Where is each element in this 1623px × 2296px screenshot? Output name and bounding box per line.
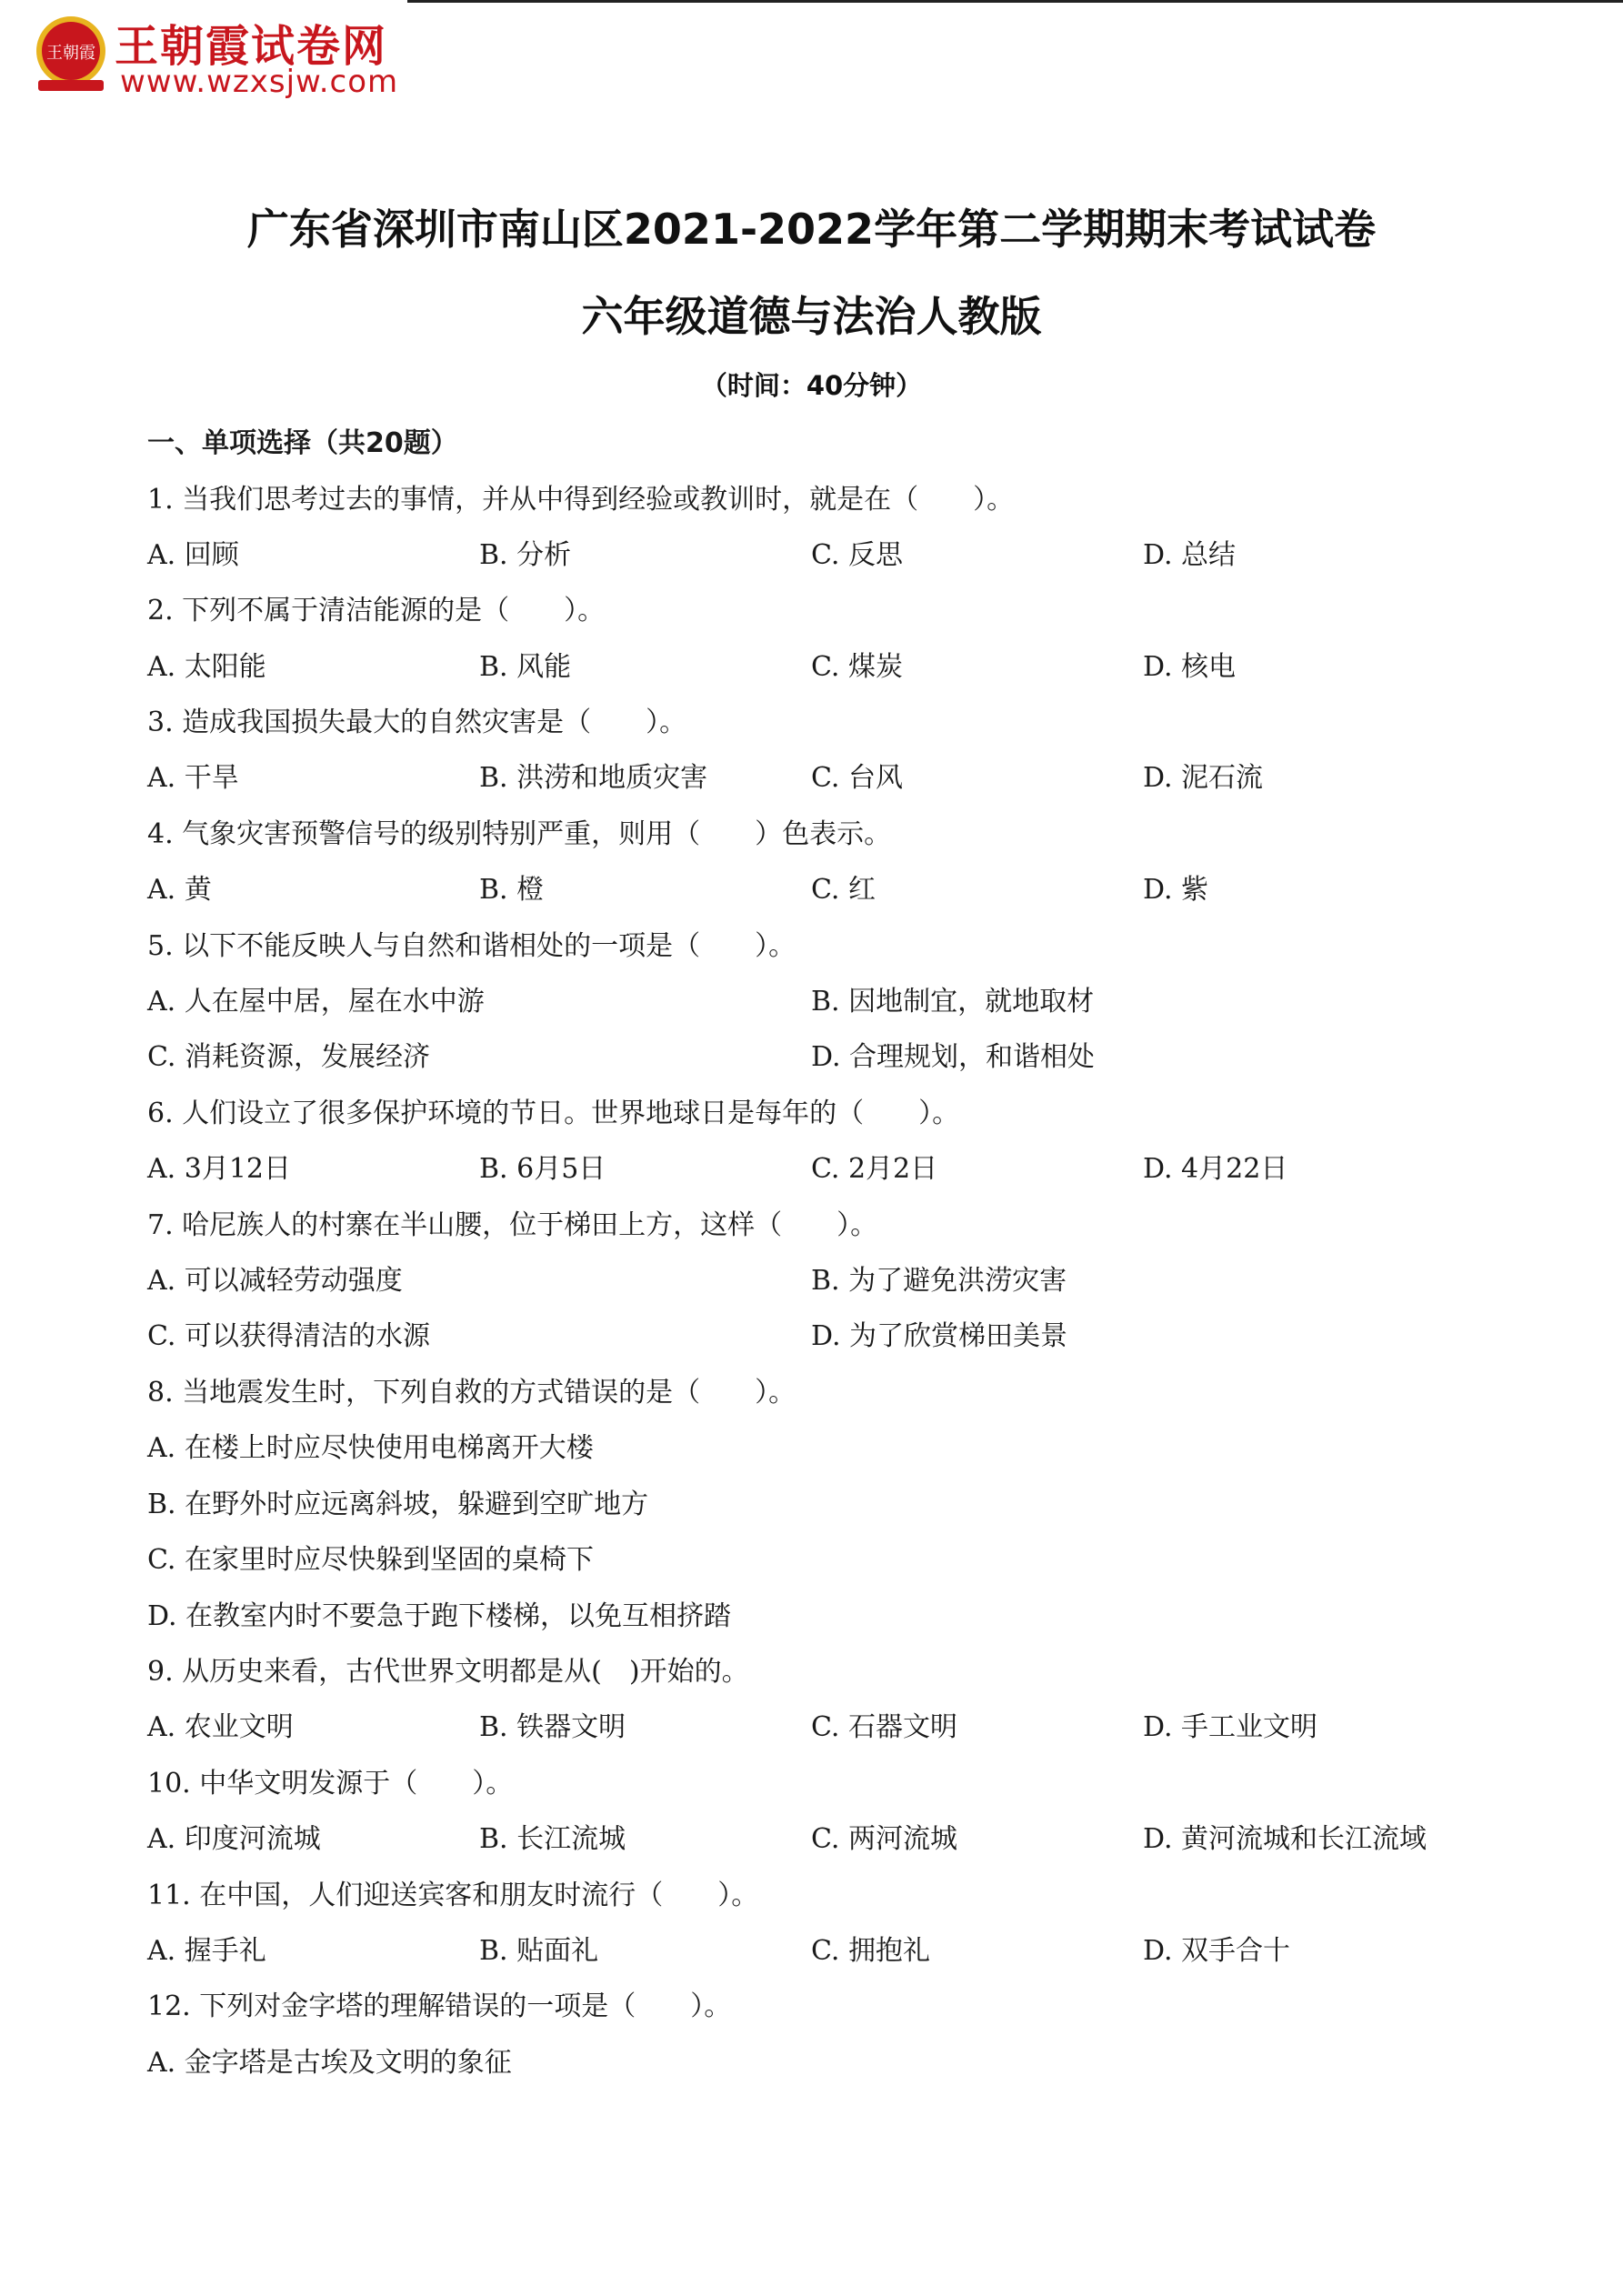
exam-title: 广东省深圳市南山区2021-2022学年第二学期期末考试试卷 [246,205,1377,254]
question-stem [0,1872,1623,1912]
stem-text: 10. 中华文明发源于（ ）。 [147,1768,514,1800]
option-row [0,1928,1623,1968]
option-b: B. 分析 [479,539,572,571]
option-row [0,644,1623,684]
option-a: A. 干旱 [147,762,239,794]
option-row [0,1313,1623,1353]
question-stem [0,1983,1623,2023]
option-b: B. 在野外时应远离斜坡，躲避到空旷地方 [147,1489,649,1520]
option-d: D. 手工业文明 [1143,1711,1318,1743]
option-c: C. 在家里时应尽快躲到坚固的桌椅下 [147,1544,594,1576]
option-b: B. 为了避免洪涝灾害 [811,1265,1067,1297]
option-a: A. 印度河流城 [147,1823,321,1855]
option-d: D. 泥石流 [1143,762,1264,794]
option-d: D. 在教室内时不要急于跑下楼梯，以免互相挤踏 [147,1600,732,1632]
option-b: B. 洪涝和地质灾害 [479,762,708,794]
option-b: B. 长江流城 [479,1823,626,1855]
site-logo[interactable] [25,7,416,103]
option-a: A. 回顾 [147,539,239,571]
seal-emblem-icon [25,13,116,95]
question-stem [0,476,1623,516]
option-d: D. 合理规划，和谐相处 [811,1041,1096,1073]
option-c: C. 反思 [811,539,903,571]
brand-url[interactable]: www.wzxsjw.com [120,64,399,100]
stem-text: 8. 当地震发生时，下列自救的方式错误的是（ ）。 [147,1377,796,1409]
option-row [0,1034,1623,1074]
stem-text: 3. 造成我国损失最大的自然灾害是（ ）。 [147,707,687,738]
option-row [0,532,1623,572]
option-c: C. 拥抱礼 [811,1935,930,1967]
option-d: D. 紫 [1143,874,1209,906]
option-row [0,1704,1623,1744]
brand-name: 王朝霞试卷网 [115,21,388,72]
option-d: D. 总结 [1143,539,1237,571]
option-row [0,1481,1623,1521]
question-stem [0,1649,1623,1689]
option-row [0,755,1623,795]
option-row [0,978,1623,1018]
option-row [0,1425,1623,1465]
option-a: A. 握手礼 [147,1935,266,1967]
option-c: C. 台风 [811,762,903,794]
question-stem [0,699,1623,739]
exam-subtitle: 六年级道德与法治人教版 [581,292,1042,341]
question-stem [0,811,1623,851]
stem-text: 12. 下列对金字塔的理解错误的一项是（ ）。 [147,1990,732,2022]
question-stem [0,1202,1623,1242]
stem-text: 11. 在中国，人们迎送宾客和朋友时流行（ ）。 [147,1880,759,1911]
option-c: C. 两河流城 [811,1823,957,1855]
stem-text: 4. 气象灾害预警信号的级别特别严重，则用（ ）色表示。 [147,818,892,850]
stem-text: 7. 哈尼族人的村寨在半山腰，位于梯田上方，这样（ ）。 [147,1209,878,1241]
option-b: B. 贴面礼 [479,1935,599,1967]
section-heading: 一、单项选择（共20题） [147,427,458,459]
seal-text: 王朝霞 [46,44,95,63]
option-a: A. 3月12日 [147,1153,291,1185]
option-c: C. 2月2日 [811,1153,938,1185]
option-a: A. 可以减轻劳动强度 [147,1265,403,1297]
option-d: D. 核电 [1143,651,1237,683]
stem-text: 9. 从历史来看，古代世界文明都是从( )开始的。 [147,1656,749,1688]
time-note: （时间：40分钟） [700,370,923,401]
option-d: D. 黄河流城和长江流域 [1143,1823,1428,1855]
option-b: B. 风能 [479,651,572,683]
option-d: D. 双手合十 [1143,1935,1291,1967]
option-b: B. 橙 [479,874,545,906]
top-rule [407,0,1623,3]
option-b: B. 6月5日 [479,1153,606,1185]
stem-text: 6. 人们设立了很多保护环境的节日。世界地球日是每年的（ ）。 [147,1098,960,1129]
option-a: A. 金字塔是古埃及文明的象征 [147,2047,512,2079]
question-stem [0,587,1623,627]
option-d: D. 为了欣赏梯田美景 [811,1320,1068,1352]
option-b: B. 铁器文明 [479,1711,626,1743]
option-c: C. 消耗资源，发展经济 [147,1041,430,1073]
option-row [0,2040,1623,2080]
option-a: A. 在楼上时应尽快使用电梯离开大楼 [147,1432,594,1464]
option-a: A. 人在屋中居，屋在水中游 [147,986,485,1018]
option-row [0,1537,1623,1577]
stem-text: 2. 下列不属于清洁能源的是（ ）。 [147,595,606,627]
question-stem [0,1090,1623,1130]
option-row [0,867,1623,907]
option-a: A. 农业文明 [147,1711,294,1743]
question-stem [0,1369,1623,1409]
option-a: A. 太阳能 [147,651,266,683]
option-row [0,1146,1623,1186]
option-c: C. 可以获得清洁的水源 [147,1320,430,1352]
option-c: C. 红 [811,874,876,906]
option-row [0,1816,1623,1856]
question-stem [0,1760,1623,1800]
option-c: C. 石器文明 [811,1711,957,1743]
option-row [0,1258,1623,1298]
question-stem [0,923,1623,963]
option-row [0,1593,1623,1633]
option-d: D. 4月22日 [1143,1153,1288,1185]
option-c: C. 煤炭 [811,651,903,683]
stem-text: 1. 当我们思考过去的事情，并从中得到经验或教训时，就是在（ ）。 [147,484,1015,516]
option-b: B. 因地制宜，就地取材 [811,986,1095,1018]
stem-text: 5. 以下不能反映人与自然和谐相处的一项是（ ）。 [147,930,796,962]
option-a: A. 黄 [147,874,212,906]
